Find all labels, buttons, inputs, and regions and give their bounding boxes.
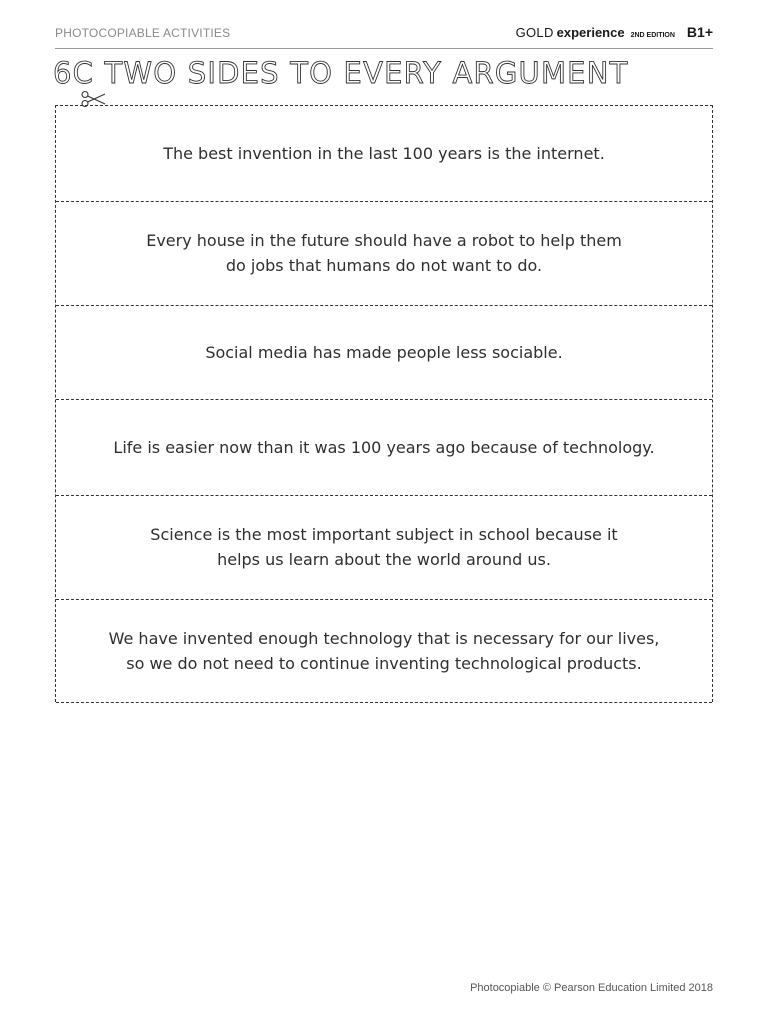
statement-line: so we do not need to continue inventing technological products. (126, 653, 642, 673)
statement-line: Social media has made people less sociable. (205, 342, 563, 362)
statement-line: Every house in the future should have a robot to help them (146, 231, 622, 250)
argument-card (56, 495, 712, 600)
brand-logo (516, 24, 713, 40)
statement-line: Life is easier now than it was 100 years ago because of technology. (113, 437, 655, 457)
statement-line: do jobs that humans do not want to do. (225, 256, 543, 275)
argument-card (56, 305, 712, 400)
argument-cards (55, 105, 713, 702)
argument-card (56, 399, 712, 496)
page-header (55, 24, 713, 49)
statement-line: The best invention in the last 100 years is the internet. (163, 144, 605, 163)
argument-card (56, 106, 712, 202)
argument-card (56, 201, 712, 306)
section-label: PHOTOCOPIABLE ACTIVITIES (55, 26, 231, 40)
level-badge: B1+ (686, 24, 713, 40)
argument-card (56, 599, 712, 703)
card-statement (123, 141, 645, 166)
card-statement (69, 626, 700, 676)
card-statement (106, 228, 662, 278)
page-title: 6C TWO SIDES TO EVERY ARGUMENT (53, 56, 629, 90)
statement-line: helps us learn about the world around us. (217, 550, 551, 569)
copyright-footer: Photocopiable © Pearson Education Limited 2018 (470, 982, 713, 994)
statement-line: Science is the most important subject in school because it (150, 525, 618, 544)
card-statement (110, 522, 657, 572)
statement-line: We have invented enough technology that is necessary for our lives, (108, 628, 660, 648)
card-statement (165, 340, 602, 365)
brand-gold: GOLD (515, 25, 554, 40)
brand-edition: 2ND EDITION (630, 32, 675, 39)
brand-experience: experience (556, 25, 625, 40)
card-statement (73, 435, 694, 460)
